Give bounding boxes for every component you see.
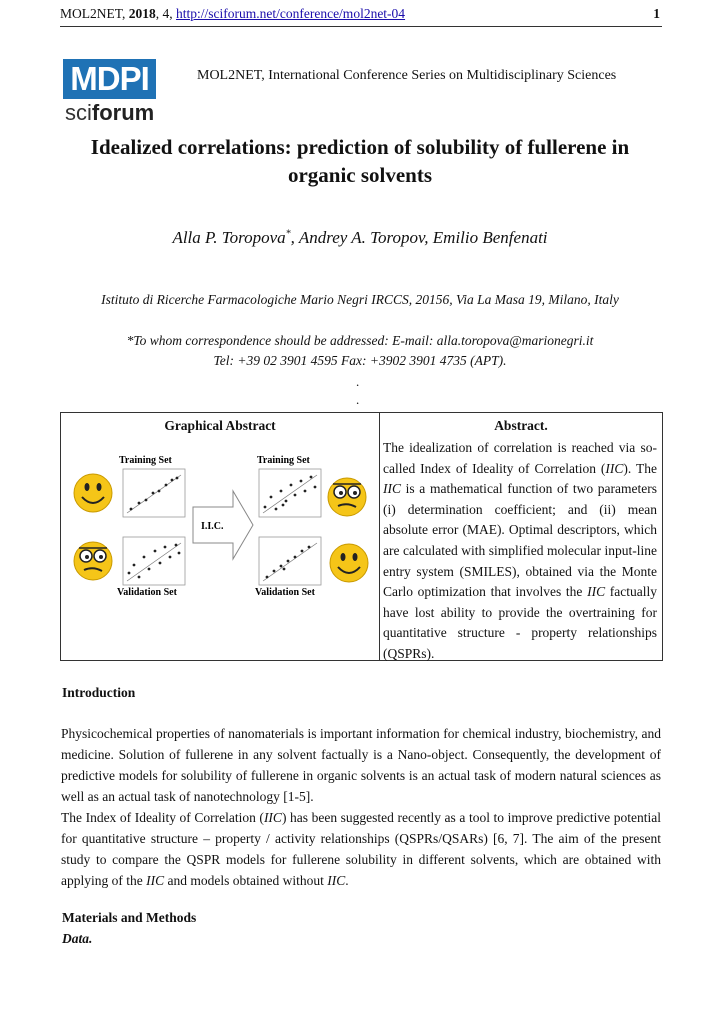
materials-methods-heading: Materials and Methods bbox=[62, 910, 197, 925]
happy-smiley-icon bbox=[74, 474, 112, 512]
happy-smiley-icon bbox=[330, 544, 368, 582]
running-header bbox=[60, 6, 660, 22]
introduction-paragraph-1: Physicochemical properties of nanomaterials is important information for chemical industry, biochemistry, and medicine. Solution of fullerene in any solvent factually is a Nano-object. Consequently, the development of predictive models for solubility of fullerene in organic solvents is an actual task of modern natural sciences as well as an actual task of nanotechnology [1-5]. bbox=[61, 726, 661, 804]
conference-link[interactable]: http://sciforum.net/conference/mol2net-04 bbox=[176, 6, 406, 21]
column-divider bbox=[379, 413, 380, 660]
iic-term: IIC bbox=[605, 460, 624, 476]
validation-set-label: Validation Set bbox=[255, 587, 315, 598]
affiliation: Istituto di Ricerche Farmacologiche Mario Negri IRCCS, 20156, Via La Masa 19, Milano, Italy bbox=[101, 292, 619, 307]
training-scatter-plot-left bbox=[123, 469, 185, 517]
separator-dot: . bbox=[356, 374, 360, 389]
abstract-table bbox=[60, 412, 663, 661]
paper-title: Idealized correlations: prediction of solubility of fullerene in organic solvents bbox=[90, 135, 630, 187]
journal-prefix: MOL2NET, bbox=[60, 6, 129, 21]
introduction-paragraph-2 bbox=[61, 807, 661, 891]
correspondence: *To whom correspondence should be addressed: E-mail: alla.toropova@marionegri.it bbox=[126, 333, 594, 348]
sciforum-sci: sci bbox=[65, 100, 92, 125]
training-scatter-plot-right bbox=[259, 469, 321, 517]
mdpi-logo-text: MDPI bbox=[63, 59, 156, 99]
abstract-text-part: factually have lost ability to provide the overtraining for quantitative structure - property relationships (QSPRs). bbox=[383, 584, 657, 661]
training-set-label: Training Set bbox=[257, 455, 310, 466]
data-subheading: Data. bbox=[62, 931, 93, 946]
introduction-heading: Introduction bbox=[62, 685, 136, 700]
validation-set-label: Validation Set bbox=[117, 587, 177, 598]
iic-term: IIC bbox=[587, 584, 606, 600]
iic-term: IIC bbox=[146, 873, 165, 888]
iic-arrow bbox=[193, 491, 253, 559]
iic-term: IIC bbox=[327, 873, 346, 888]
iic-term: IIC bbox=[383, 481, 401, 497]
abstract-text bbox=[383, 438, 657, 665]
abstract-text-part: ). The bbox=[623, 460, 657, 476]
iic-arrow-label: I.I.C. bbox=[201, 521, 224, 532]
header-rule bbox=[60, 26, 662, 27]
paragraph-part: ) has been suggested recently as a tool to improve predictive potential for quantitative structure – property / activity relationships (QSPRs/QSARs) [6, 7]. The aim of the present study to compare the QSPR models for fullerene solubility in different solvents, which are obtained with applying of the bbox=[61, 810, 661, 888]
telephone-fax: Tel: +39 02 3901 4595 Fax: +3902 3901 4735 (APT). bbox=[213, 353, 507, 368]
mdpi-sciforum-logo bbox=[63, 59, 156, 126]
paragraph-part: The Index of Ideality of Correlation ( bbox=[61, 810, 264, 825]
iic-term: IIC bbox=[263, 810, 282, 825]
abstract-text-part: The idealization of correlation is reached via so-called Index of Ideality of Correlation ( bbox=[383, 440, 657, 476]
page-number: 1 bbox=[653, 6, 660, 21]
conference-series: MOL2NET, International Conference Series on Multidisciplinary Sciences bbox=[197, 68, 617, 83]
author-rest: , Andrey A. Toropov, Emilio Benfenati bbox=[290, 228, 548, 247]
graphical-abstract-heading: Graphical Abstract bbox=[164, 418, 276, 433]
graphical-abstract-figure bbox=[71, 445, 371, 637]
paragraph-part: and models obtained without bbox=[164, 873, 328, 888]
journal-year: 2018 bbox=[128, 6, 156, 21]
sciforum-logo-text bbox=[63, 99, 156, 126]
training-set-label: Training Set bbox=[119, 455, 172, 466]
corresponding-marker: * bbox=[285, 228, 291, 240]
journal-volume: , 4, bbox=[155, 6, 176, 21]
authors bbox=[60, 228, 660, 248]
sciforum-forum: forum bbox=[91, 100, 155, 125]
confused-smiley-icon bbox=[74, 542, 112, 580]
validation-scatter-plot-right bbox=[259, 537, 321, 585]
abstract-heading: Abstract. bbox=[494, 418, 548, 433]
separator-dot: . bbox=[356, 392, 360, 407]
validation-scatter-plot-left bbox=[123, 537, 185, 585]
abstract-text-part: is a mathematical function of two parameters (i) determination coefficient; and (ii) mean absolute error (MAE). Optimal descriptors, which are calculated with simplified molecular input-line entry system (SMILES), obtained via the Monte Carlo optimization that involves the bbox=[383, 481, 657, 600]
paragraph-part: . bbox=[345, 873, 349, 888]
author-first: Alla P. Toropova bbox=[172, 228, 286, 247]
confused-smiley-icon bbox=[328, 478, 366, 516]
